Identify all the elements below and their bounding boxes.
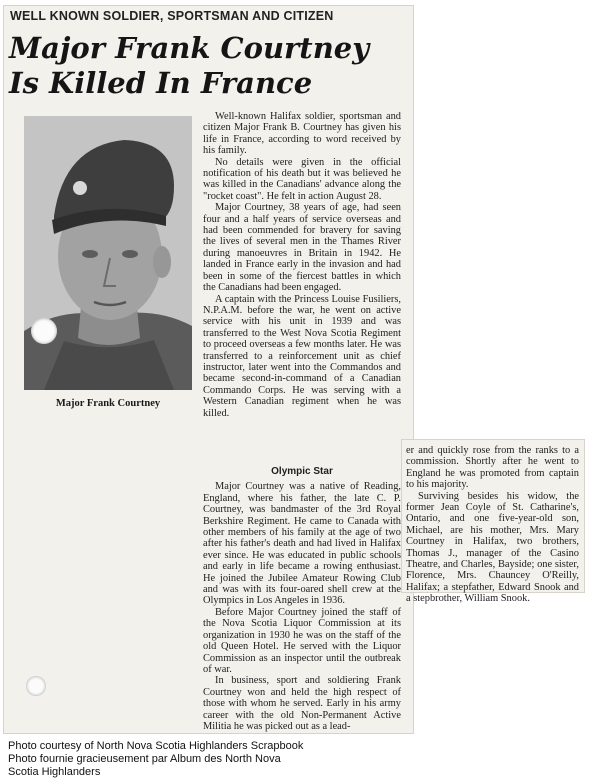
article-column-2 [203, 462, 401, 732]
credit-line-french-cont: Scotia Highlanders [8, 766, 101, 778]
headline-line-1: Major Frank Courtney [9, 31, 370, 65]
paragraph: No details were given in the official notification of his death but it was believed he was killed in the Canadians' advance along the "rocket coast". He felt in action August 28. [203, 156, 401, 202]
article-kicker: WELL KNOWN SOLDIER, SPORTSMAN AND CITIZEN [10, 9, 334, 23]
portrait-illustration [24, 116, 192, 390]
paragraph: Well-known Halifax soldier, sportsman and citizen Major Frank B. Courtney has given his life in France, according to word received by his family. [203, 111, 401, 157]
paragraph: In business, sport and soldiering Frank Courtney won and held the high respect of those with whom he served. Early in his army career with the old Non-Permanent Active Militia he was picked out as a lead- [203, 675, 401, 732]
paragraph: Major Courtney, 38 years of age, had seen four and a half years of service overseas and had been commended for bravery for saving the lives of several men in the Thames River during manoeuvres in Britain in 1942. He landed in France early in the invasion and had been in some of the fiercest battles in which the Canadians had been engaged. [203, 202, 401, 294]
article-column-1 [203, 111, 401, 419]
paragraph: A captain with the Princess Louise Fusiliers, N.P.A.M. before the war, he went on active service with his unit in 1939 and was transferred to the West Nova Scotia Regiment to proceed overseas a few months later. He was transferred to a reinforcement unit as chief instructor, later went into the Commandos and became second-in-command of a Canadian Commando Corps. He was serving with a Western Canadian regiment when he was killed. [203, 293, 401, 419]
punch-hole-icon [31, 318, 57, 344]
paragraph: er and quickly rose from the ranks to a commission. Shortly after he went to England he was promoted from captain to his majority. [406, 445, 579, 491]
article-column-3 [406, 445, 579, 605]
headline-line-2: Is Killed In France [9, 66, 313, 100]
article-headline [9, 31, 404, 101]
portrait-photo [24, 116, 192, 390]
photo-credit [8, 740, 368, 779]
paragraph: Major Courtney was a native of Reading, England, where his father, the late C. P. Courtney, was bandmaster of the 3rd Royal Berkshire Regiment. He came to Canada with other members of his family at the age of two after his father's death and had lived in Halifax ever since. He was educated in public schools and early in life became a rowing enthusiast. He joined the Jubilee Amateur Rowing Club and was with its four-oared shell crew at the Olympics in Los Angeles in 1936. [203, 481, 401, 607]
paragraph: Surviving besides his widow, the former Jean Coyle of St. Catharine's, Ontario, and one five-year-old son, Michael, are his mother, Mrs. Mary Courtney in Halifax, two brothers, Thomas J., manager of the Casino Theatre, and Charles, Bayside; one sister, Florence, Mrs. Chauncey O'Reilly, Halifax; a stepfather, Edward Snook and a stepbrother, William Snook. [406, 490, 579, 605]
paragraph: Before Major Courtney joined the staff of the Nova Scotia Liquor Commission at its organization in 1930 he was on the staff of the old Queen Hotel. He served with the Liquor Commission as an inspector until the outbreak of war. [203, 606, 401, 675]
credit-line-english: Photo courtesy of North Nova Scotia Highlanders Scrapbook [8, 740, 304, 752]
article-subhead: Olympic Star [271, 466, 333, 477]
punch-hole-icon [26, 676, 46, 696]
photo-caption: Major Frank Courtney [55, 398, 161, 409]
credit-line-french: Photo fournie gracieusement par Album des North Nova [8, 753, 281, 765]
